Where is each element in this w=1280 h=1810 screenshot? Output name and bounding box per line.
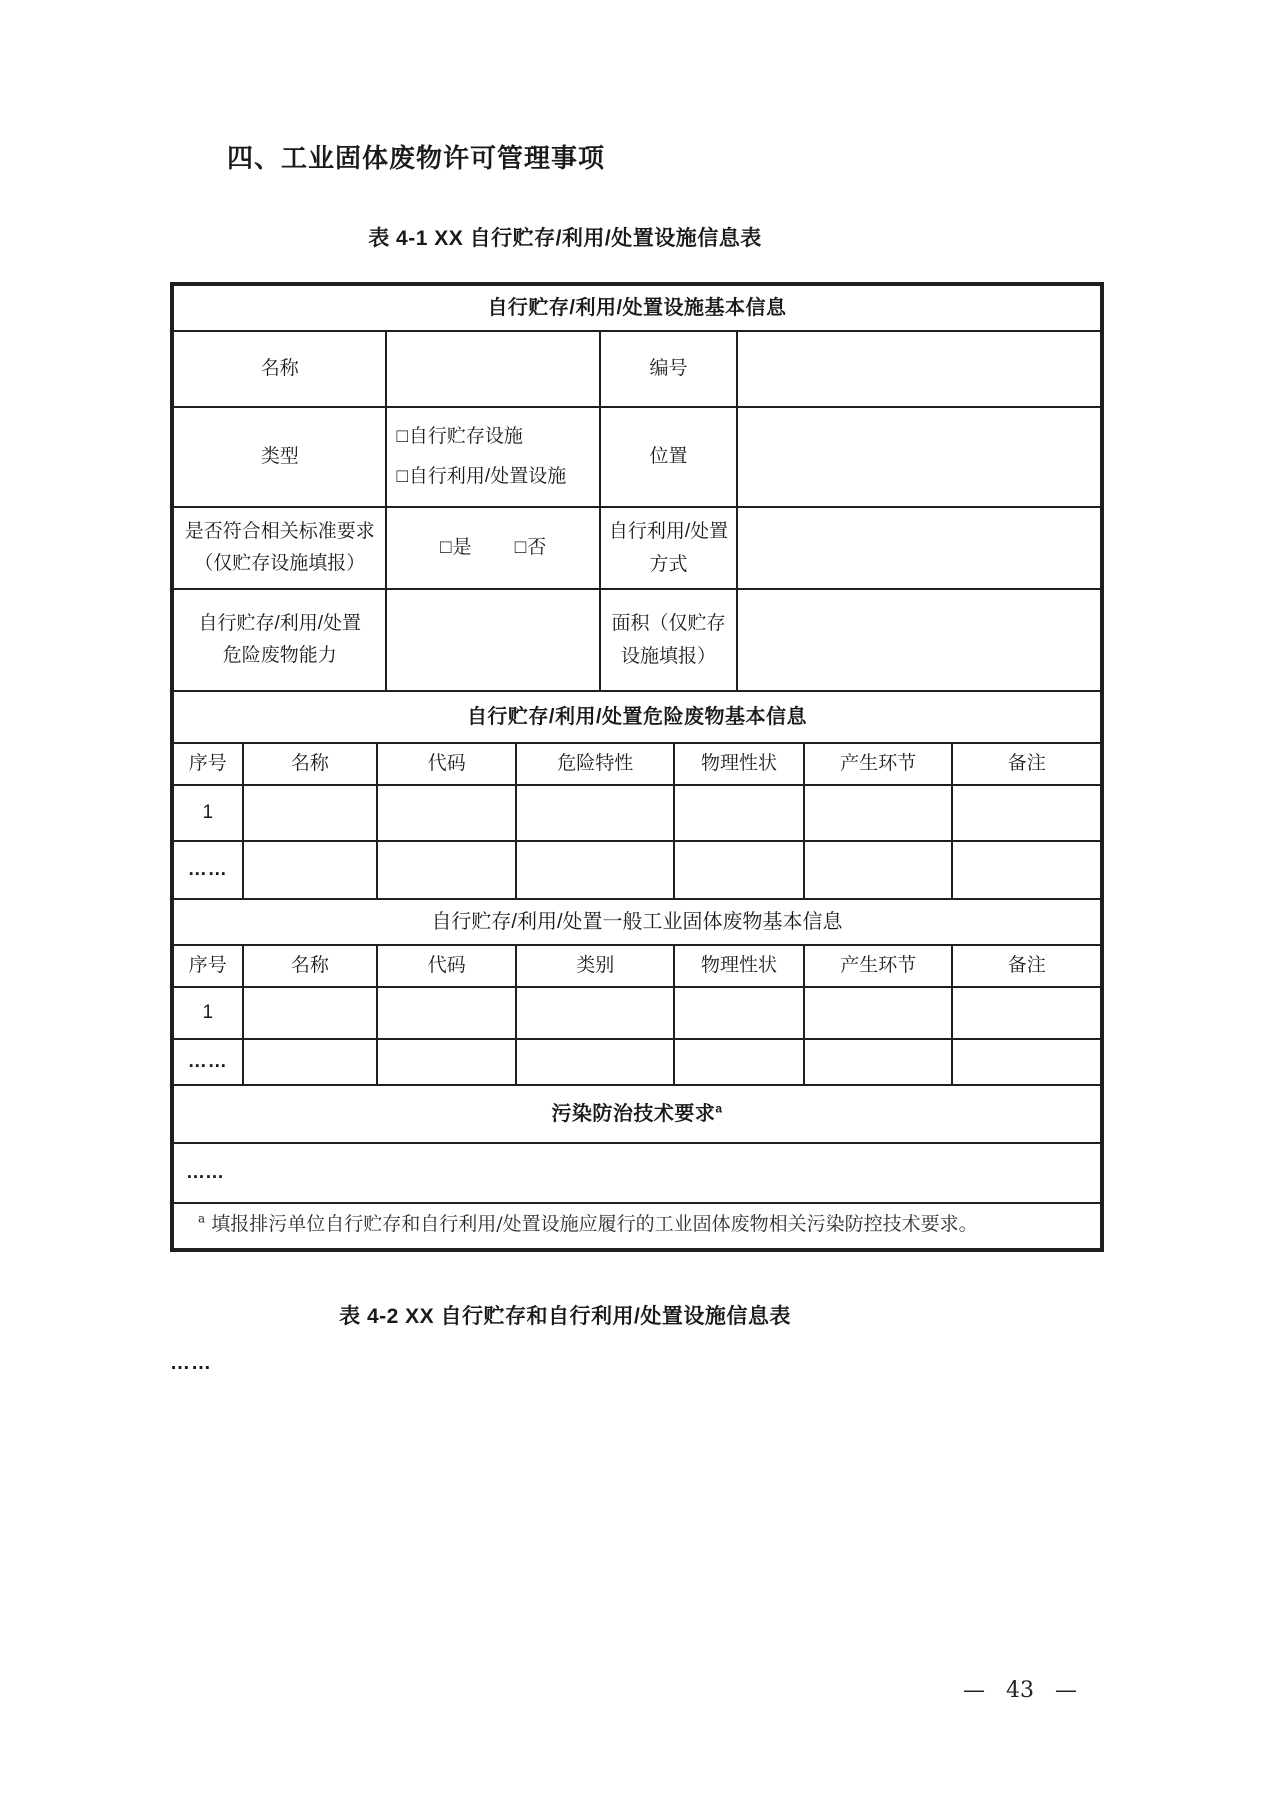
type-option-storage <box>396 417 594 457</box>
checkbox-icon: □ <box>514 537 527 559</box>
pollution-control-section <box>172 1084 1102 1250</box>
table-cell <box>674 841 804 899</box>
facility-info-table <box>170 282 1104 1252</box>
table-cell <box>377 987 516 1039</box>
column-header-stage: 产生环节 <box>804 743 952 785</box>
no-label: 否 <box>527 537 547 559</box>
footnote <box>173 1203 1101 1249</box>
table-cell <box>377 1039 516 1085</box>
name-value-cell <box>386 331 599 407</box>
table-row <box>173 1039 1101 1085</box>
table-cell <box>952 1039 1101 1085</box>
method-value-cell <box>737 507 1101 589</box>
pollution-header <box>173 1085 1101 1143</box>
table-cell <box>516 841 674 899</box>
table-cell <box>804 785 952 841</box>
page-number: — 43 — <box>963 1678 1077 1703</box>
type-options-cell <box>386 407 599 507</box>
table-cell <box>952 841 1101 899</box>
table1-caption: 表 4-1 XX 自行贮存/利用/处置设施信息表 <box>368 227 762 250</box>
table-cell <box>804 987 952 1039</box>
method-label: 自行利用/处置方式 <box>600 507 737 589</box>
section-heading: 四、工业固体废物许可管理事项 <box>227 143 606 173</box>
table-cell <box>243 1039 378 1085</box>
hazardous-header: 自行贮存/利用/处置危险废物基本信息 <box>173 691 1101 743</box>
table-cell <box>952 785 1101 841</box>
area-value-cell <box>737 589 1101 691</box>
table-cell <box>516 1039 674 1085</box>
hazardous-waste-section <box>172 690 1102 900</box>
standard-label-line2: （仅贮存设施填报） <box>194 553 366 574</box>
column-header-name: 名称 <box>243 743 378 785</box>
table-cell <box>516 987 674 1039</box>
type-option-utilize-label: 自行利用/处置设施 <box>408 466 567 487</box>
column-header-physical: 物理性状 <box>674 743 804 785</box>
column-header-hazard: 危险特性 <box>516 743 674 785</box>
type-option-utilize <box>396 457 594 497</box>
column-header-code: 代码 <box>377 743 516 785</box>
table-row <box>173 987 1101 1039</box>
column-header-category: 类别 <box>516 945 674 987</box>
checkbox-icon: □ <box>440 537 452 559</box>
table-cell <box>804 1039 952 1085</box>
location-label: 位置 <box>600 407 737 507</box>
table-cell <box>243 987 378 1039</box>
standard-compliance-label <box>173 507 386 589</box>
code-value-cell <box>737 331 1101 407</box>
column-header-code: 代码 <box>377 945 516 987</box>
footnote-marker: a <box>198 1211 206 1226</box>
column-header-index: 序号 <box>173 945 243 987</box>
type-label: 类型 <box>173 407 386 507</box>
table-cell <box>243 785 378 841</box>
checkbox-icon: □ <box>396 426 408 448</box>
yes-no-cell <box>386 507 599 589</box>
table-cell <box>377 785 516 841</box>
table-cell <box>674 987 804 1039</box>
column-header-stage: 产生环节 <box>804 945 952 987</box>
checkbox-icon: □ <box>396 466 408 487</box>
basic-info-header: 自行贮存/利用/处置设施基本信息 <box>173 285 1101 331</box>
yes-label: 是 <box>452 537 472 559</box>
column-header-name: 名称 <box>243 945 378 987</box>
table-cell <box>952 987 1101 1039</box>
capacity-label-line2: 危险废物能力 <box>222 645 337 666</box>
table-cell <box>243 841 378 899</box>
table2-caption: 表 4-2 XX 自行贮存和自行利用/处置设施信息表 <box>339 1305 791 1328</box>
capacity-value-cell <box>386 589 599 691</box>
general-waste-section <box>172 898 1102 1086</box>
table-cell <box>674 1039 804 1085</box>
footnote-text: 填报排污单位自行贮存和自行利用/处置设施应履行的工业固体废物相关污染防控技术要求。 <box>211 1213 978 1235</box>
location-value-cell <box>737 407 1101 507</box>
row-index-cell: …… <box>173 1039 243 1085</box>
row-index-cell: …… <box>173 841 243 899</box>
no-option <box>515 537 547 558</box>
column-header-remark: 备注 <box>952 945 1101 987</box>
general-header: 自行贮存/利用/处置一般工业固体废物基本信息 <box>173 899 1101 945</box>
row-index-cell: 1 <box>173 987 243 1039</box>
column-header-index: 序号 <box>173 743 243 785</box>
table-cell <box>377 841 516 899</box>
name-label: 名称 <box>173 331 386 407</box>
row-index-cell: 1 <box>173 785 243 841</box>
table-row <box>173 841 1101 899</box>
yes-option <box>440 537 472 558</box>
basic-info-section <box>172 284 1102 692</box>
capacity-label-line1: 自行贮存/利用/处置 <box>198 612 361 634</box>
code-label: 编号 <box>600 331 737 407</box>
table-row <box>173 785 1101 841</box>
column-header-physical: 物理性状 <box>674 945 804 987</box>
type-option-storage-label: 自行贮存设施 <box>408 426 523 448</box>
table-cell <box>516 785 674 841</box>
table-cell <box>674 785 804 841</box>
table-cell <box>804 841 952 899</box>
pollution-header-text: 污染防治技术要求 <box>551 1102 716 1125</box>
footnote-marker: a <box>715 1100 723 1115</box>
column-header-remark: 备注 <box>952 743 1101 785</box>
standard-label-line1: 是否符合相关标准要求 <box>184 520 375 542</box>
pollution-content-cell: …… <box>173 1143 1101 1203</box>
area-label: 面积（仅贮存设施填报） <box>600 589 737 691</box>
table2-ellipsis: …… <box>170 1352 212 1374</box>
capacity-label <box>173 589 386 691</box>
